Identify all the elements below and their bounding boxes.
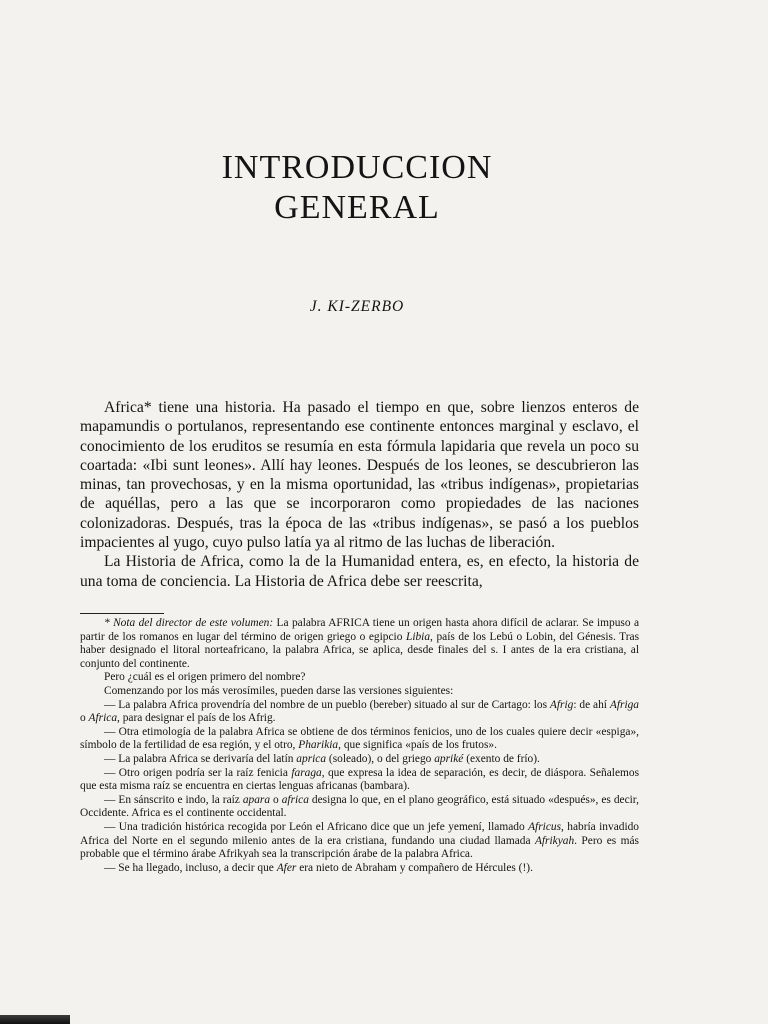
footnote-9 bbox=[80, 821, 639, 862]
footnote-8 bbox=[80, 794, 639, 821]
footnote-term: Afrikyah bbox=[534, 834, 575, 847]
footnote-term: apara bbox=[242, 793, 271, 806]
footnote-text: , habría invadido Africa del Norte en el segundo milenio antes de la era cristiana, fundando una ciudad llamada bbox=[80, 820, 639, 847]
footnote-text: o bbox=[270, 793, 282, 806]
body-paragraph-2: La Historia de Africa, como la de la Humanidad entera, es, en efecto, la historia de una toma de conciencia. La Historia de Africa debe ser reescrita, bbox=[80, 553, 639, 590]
footnote-text: — Se ha llegado, incluso, a decir que bbox=[104, 861, 277, 874]
chapter-title-line-2: GENERAL bbox=[274, 189, 440, 226]
chapter-title bbox=[0, 148, 714, 228]
footnote-4 bbox=[80, 699, 639, 726]
body-paragraph-1: Africa* tiene una historia. Ha pasado el tiempo en que, sobre lienzos enteros de mapamundis o portulanos, representando ese continente entonces marginal y esclavo, el conocimiento de los eruditos se resumía en esta fórmula lapidaria que revela un poco su coartada: «Ibi sunt leones». Allí hay leones. Después de los leones, se descubrieron las minas, tan provechosas, y en la misma oportunidad, las «tribus indígenas», propietarias de aquéllas, pero a las que se incorporaron como propiedades de las naciones colonizadoras. Después, tras la época de las «tribus indígenas», se pasó a los pueblos impacientes al yugo, cuyo pulso latía ya al ritmo de las luchas de liberación. bbox=[80, 399, 639, 552]
footnote-text: — La palabra Africa provendría del nombre de un pueblo (bereber) situado al sur de Cartago: los bbox=[104, 698, 550, 711]
footnote-text: era nieto de Abraham y compañero de Hércules (!). bbox=[296, 861, 533, 874]
footnote-term: Africus bbox=[528, 820, 561, 833]
footnote-text: o bbox=[80, 712, 89, 725]
footnote-text: , país de los Lebú o Lobin, del Génesis. Tras haber designado el litoral norteafricano, la palabra Africa, se aplica, desde finales del s. I antes de la era cristiana, al conjunto del continente. bbox=[80, 630, 639, 670]
footnote-text: : de ahí bbox=[573, 698, 610, 711]
footnote-6 bbox=[80, 753, 639, 767]
footnote-7 bbox=[80, 767, 639, 794]
footnote-text: , que significa «país de los frutos». bbox=[338, 739, 497, 752]
footnote-text: — Otra etimología de la palabra Africa se obtiene de dos términos fenicios, uno de los cuales quiere decir «espiga», símbolo de la fertilidad de esa región, y el otro, bbox=[80, 725, 639, 752]
footnote-3: Comenzando por los más verosímiles, pueden darse las versiones siguientes: bbox=[104, 684, 454, 697]
footnote-text: (soleado), o del griego bbox=[326, 752, 435, 765]
footnotes bbox=[80, 617, 639, 875]
chapter-title-line-1: INTRODUCCION bbox=[221, 149, 493, 186]
footnote-text: — Una tradición histórica recogida por León el Africano dice que un jefe yemení, llamado bbox=[104, 820, 529, 833]
footnote-text: . Pero es más probable que el término árabe Afrikyah sea la transcripción árabe de la palabra Africa. bbox=[80, 834, 639, 861]
scan-page-edge bbox=[0, 1015, 70, 1024]
footnote-text: — La palabra Africa se derivaría del latín bbox=[104, 752, 297, 765]
footnote-lead: * Nota del director de este volumen: bbox=[104, 617, 274, 629]
footnote-term: Africa bbox=[88, 712, 118, 725]
footnote-text: (exento de frío). bbox=[463, 752, 540, 765]
footnote-term: Pharikia bbox=[298, 739, 339, 752]
footnote-text: — Otro origen podría ser la raíz fenicia bbox=[104, 766, 292, 779]
footnote-term: Libia bbox=[405, 630, 431, 643]
footnote-text: designa lo que, en el plano geográfico, está situado «después», es decir, Occidente. Africa es el continente occidental. bbox=[80, 793, 639, 820]
footnote-1 bbox=[80, 617, 639, 671]
footnote-term: africa bbox=[281, 793, 309, 806]
author-name: J. KI-ZERBO bbox=[309, 298, 405, 315]
footnote-10 bbox=[80, 862, 639, 876]
footnote-term: apriké bbox=[434, 752, 464, 765]
footnote-text: — En sánscrito e indo, la raíz bbox=[104, 793, 243, 806]
footnote-term: aprica bbox=[296, 752, 327, 765]
footnote-text: , para designar el país de los Afrig. bbox=[117, 712, 276, 725]
footnote-term: Afriga bbox=[609, 698, 640, 711]
footnote-5 bbox=[80, 726, 639, 753]
footnote-2: Pero ¿cuál es el origen primero del nombre? bbox=[104, 671, 306, 684]
footnote-text: La palabra AFRICA tiene un origen hasta ahora difícil de aclarar. Se impuso a partir de los romanos en lugar del término de origen griego o egipcio bbox=[80, 617, 639, 643]
body-text bbox=[80, 398, 639, 591]
footnote-text: , que expresa la idea de separación, es decir, de diáspora. Señalemos que esta misma raíz se encuentra en ciertas lenguas africanas (bambara). bbox=[80, 766, 639, 793]
footnote-term: faraga bbox=[291, 766, 322, 779]
footnote-rule bbox=[80, 613, 164, 614]
footnote-term: Afrig bbox=[549, 698, 574, 711]
footnote-term: Afer bbox=[276, 861, 297, 874]
